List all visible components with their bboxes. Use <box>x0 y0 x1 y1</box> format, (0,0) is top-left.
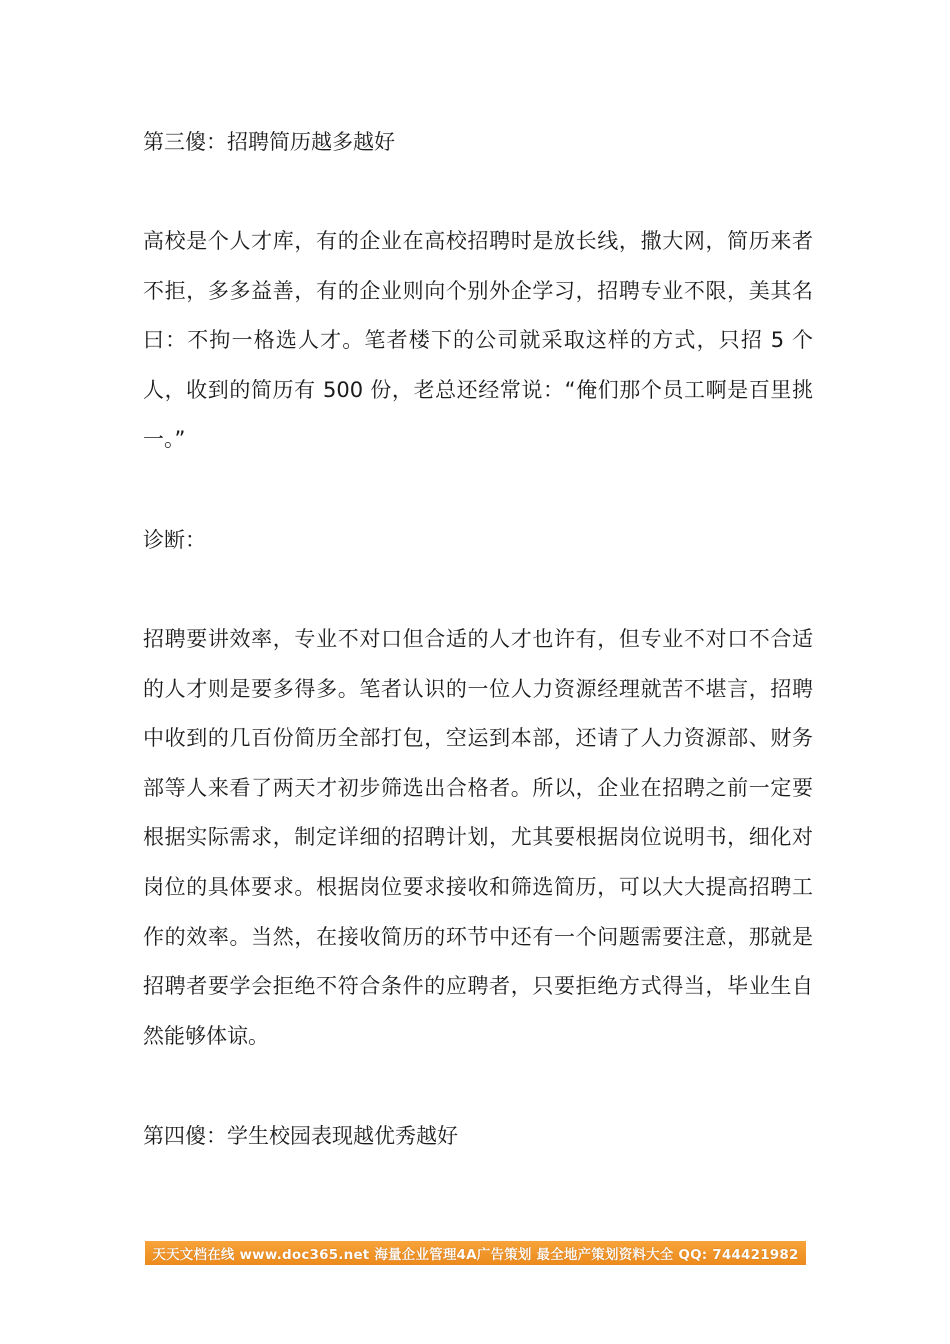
spacer <box>143 167 813 217</box>
footer-banner-text: 天天文档在线 www.doc365.net 海量企业管理4A广告策划 最全地产策划资料大全 QQ: 744421982 <box>152 1247 799 1263</box>
document-body <box>143 117 813 1161</box>
paragraph-1: 高校是个人才库，有的企业在高校招聘时是放长线，撒大网，简历来者不拒，多多益善，有的企业则向个别外企学习，招聘专业不限，美其名曰：不拘一格选人才。笔者楼下的公司就采取这样的方式，只招 5 个人，收到的简历有 500 份，老总还经常说：“俺们那个员工啊是百里挑一。” <box>143 229 813 452</box>
spacer <box>143 465 813 515</box>
paragraph-2: 招聘要讲效率，专业不对口但合适的人才也许有，但专业不对口不合适的人才则是要多得多。笔者认识的一位人力资源经理就苦不堪言，招聘中收到的几百份简历全部打包，空运到本部，还请了人力资源部、财务部等人来看了两天才初步筛选出合格者。所以，企业在招聘之前一定要根据实际需求，制定详细的招聘计划，尤其要根据岗位说明书，细化对岗位的具体要求。根据岗位要求接收和筛选简历，可以大大提高招聘工作的效率。当然，在接收简历的环节中还有一个问题需要注意，那就是招聘者要学会拒绝不符合条件的应聘者，只要拒绝方式得当，毕业生自然能够体谅。 <box>143 626 813 1048</box>
footer-ad-banner[interactable] <box>145 1241 806 1265</box>
spacer <box>143 1061 813 1111</box>
spacer <box>143 565 813 615</box>
diagnosis-label: 诊断： <box>143 527 206 552</box>
section-heading-3: 第三傻：招聘简历越多越好 <box>143 130 395 154</box>
section-heading-4: 第四傻：学生校园表现越优秀越好 <box>143 1124 458 1149</box>
